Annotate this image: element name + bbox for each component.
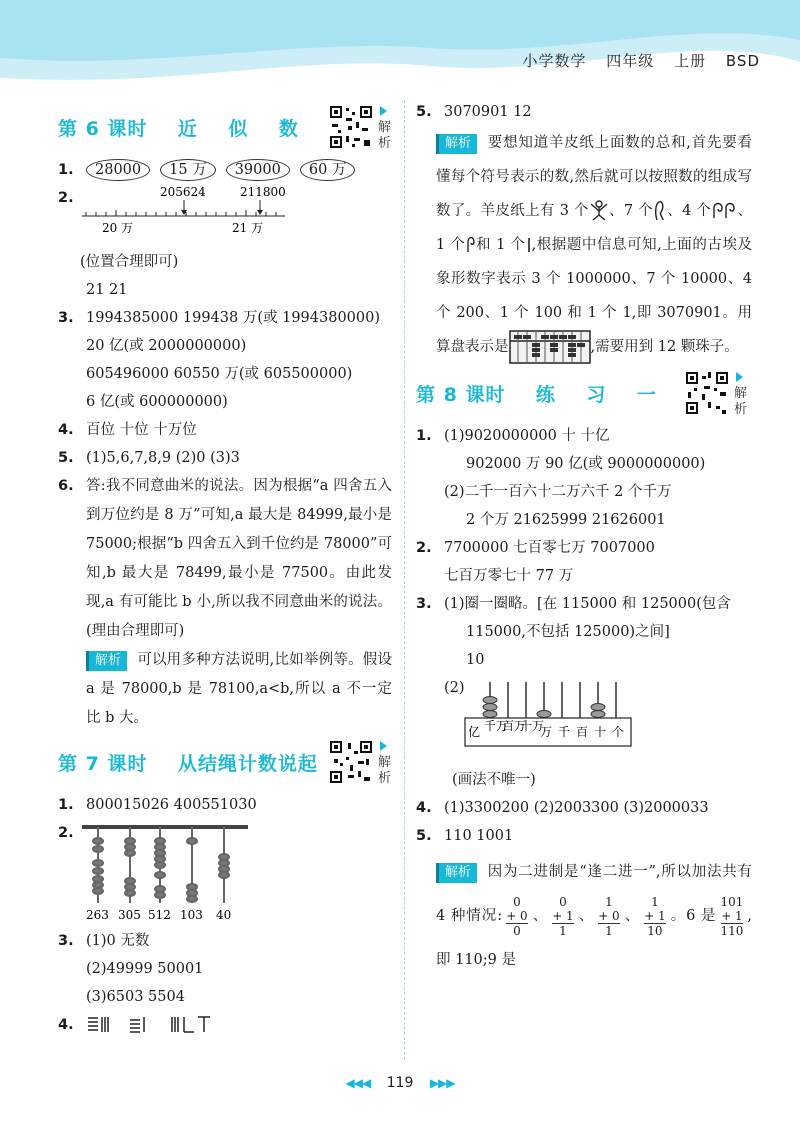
explanation-text: ,根据题中信息可知,上面的古埃及象形数字表示 3 个 1000000、7 个 10000、4 个 200、1 个 100 和 1 个 1,即 3070901。用算盘表示是 bbox=[436, 237, 752, 355]
q-number: 5. bbox=[416, 104, 432, 120]
place-label: 个 bbox=[612, 725, 625, 739]
oval-answer: 15 万 bbox=[160, 159, 216, 181]
header-wave bbox=[0, 0, 800, 92]
l7-explanation bbox=[416, 126, 752, 364]
place-label: 十万 bbox=[520, 719, 545, 733]
note: (画法不唯一) bbox=[452, 772, 536, 788]
answer-line: (2)二千一百六十二万六千 2 个千万 bbox=[444, 484, 672, 500]
hieroglyph-coil-icon bbox=[465, 234, 475, 256]
q-number: 5. bbox=[58, 450, 74, 466]
explanation-text: ,即 110;9 是 bbox=[436, 908, 753, 968]
tick-label: 20 万 bbox=[102, 221, 134, 235]
oval-answer: 39000 bbox=[226, 159, 290, 181]
place-label: 百 bbox=[576, 725, 589, 739]
lesson7-header bbox=[58, 739, 392, 786]
answer-line: 605496000 60550 万(或 605500000) bbox=[86, 366, 353, 382]
l8-q1 bbox=[416, 422, 752, 534]
answer-line: 10 bbox=[466, 652, 485, 668]
l8-q5 bbox=[416, 822, 752, 850]
note: (位置合理即可) bbox=[80, 254, 179, 270]
l6-q2-note bbox=[58, 248, 392, 304]
qr-code-icon[interactable] bbox=[684, 370, 730, 416]
l7-q3 bbox=[58, 927, 392, 1011]
play-icon bbox=[380, 741, 387, 751]
number-line bbox=[80, 184, 290, 244]
hieroglyph-finger-icon bbox=[653, 200, 667, 222]
explanation-text: 、4 个 bbox=[666, 203, 712, 219]
answer-line: (1)圈一圈略。[在 115000 和 125000(包含 bbox=[444, 596, 731, 612]
header-info bbox=[509, 50, 761, 71]
mark-label: 211800 bbox=[240, 185, 286, 199]
explanation-tag: 解析 bbox=[436, 134, 477, 154]
l8-explanation: 解析 因为二进制是“逢二进一”,所以加法共有 4 种情况:0 + 0 0 、0 + 1 1 、1 + 0 1 、1 + 1 10 。6 是101 + 1 110 ,即 110;9 是 bbox=[436, 864, 753, 968]
binary-sum: 1 + 0 1 bbox=[598, 894, 620, 938]
rope-label: 103 bbox=[180, 908, 203, 922]
page-footer bbox=[0, 1075, 800, 1091]
l6-q4 bbox=[58, 416, 392, 444]
q-number: 4. bbox=[58, 1017, 74, 1033]
place-label: 万 bbox=[540, 725, 553, 739]
binary-sum: 1 + 1 10 bbox=[644, 894, 666, 938]
answer-line: 七百万零七十 77 万 bbox=[444, 568, 574, 584]
explanation-text: 和 1 个 bbox=[475, 237, 526, 253]
l8-q3-note bbox=[416, 766, 752, 794]
answer-line: 110 1001 bbox=[444, 828, 514, 844]
answer-line: 3070901 12 bbox=[444, 104, 532, 120]
answer-line: 902000 万 90 亿(或 9000000000) bbox=[466, 456, 706, 472]
answer-line: (3)6503 5504 bbox=[86, 989, 185, 1005]
header-edition: BSD bbox=[725, 52, 760, 70]
counter-diagram bbox=[464, 678, 634, 758]
l8-q4 bbox=[416, 794, 752, 822]
answer-line: (1)9020000000 十 十亿 bbox=[444, 428, 610, 444]
q-number: 6. bbox=[58, 478, 74, 494]
l8-q3 bbox=[416, 590, 752, 674]
left-arrows-icon: ◀◀◀ bbox=[345, 1076, 371, 1090]
l8-q2 bbox=[416, 534, 752, 590]
l6-q1 bbox=[58, 156, 392, 184]
qr-code-icon[interactable] bbox=[328, 104, 374, 150]
hieroglyph-rope-coil-icon bbox=[711, 200, 737, 222]
tick-label: 21 万 bbox=[232, 221, 264, 235]
explanation-text: 可以用多种方法说明,比如举例等。假设 a 是 78000,b 是 78100,a<b,所以 a 不一定比 b 大。 bbox=[86, 652, 392, 726]
q-number: 3. bbox=[58, 933, 74, 949]
rope-label: 305 bbox=[118, 908, 141, 922]
lesson6-header bbox=[58, 104, 392, 151]
qr-label: 解析 bbox=[378, 120, 392, 151]
answer-line: 800015026 400551030 bbox=[86, 797, 257, 813]
header-subject: 小学数学 bbox=[522, 52, 587, 70]
l7-q4 bbox=[58, 1011, 392, 1039]
answer-line: 百位 十位 十万位 bbox=[86, 422, 197, 438]
header-band bbox=[0, 0, 800, 92]
answer-line: 6 亿(或 600000000) bbox=[86, 394, 228, 410]
answer-line: 115000,不包括 125000)之间] bbox=[466, 624, 670, 640]
explanation-tag: 解析 bbox=[436, 863, 477, 883]
rope-label: 512 bbox=[148, 908, 171, 922]
l7-q5 bbox=[416, 98, 752, 126]
q-number: 1. bbox=[416, 428, 432, 444]
l7-q1 bbox=[58, 791, 392, 819]
hieroglyph-million-icon bbox=[589, 200, 609, 222]
counting-rods-icon bbox=[86, 1014, 246, 1036]
q-number: 1. bbox=[58, 797, 74, 813]
q-number: 2. bbox=[58, 190, 74, 206]
place-label: 亿 bbox=[468, 725, 481, 739]
answer-line: (1)3300200 (2)2003300 (3)2000033 bbox=[444, 800, 709, 816]
explanation-tag: 解析 bbox=[86, 651, 127, 671]
q-number: 4. bbox=[58, 422, 74, 438]
play-icon bbox=[380, 106, 387, 116]
q-number: 2. bbox=[416, 540, 432, 556]
l6-explanation bbox=[58, 646, 392, 733]
l8-q3-abacus bbox=[416, 674, 752, 766]
q-number: 2. bbox=[58, 825, 74, 841]
rope-label: 263 bbox=[86, 908, 109, 922]
q-number: 3. bbox=[416, 596, 432, 612]
explanation-text: 、1 个 bbox=[436, 203, 752, 253]
answer-line: (1)5,6,7,8,9 (2)0 (3)3 bbox=[86, 450, 240, 466]
explanation-text: 。6 是 bbox=[669, 908, 717, 924]
knotted-rope-diagram bbox=[80, 819, 250, 923]
header-volume: 上册 bbox=[674, 52, 707, 70]
l6-q2 bbox=[58, 184, 392, 248]
answer-line: 7700000 七百零七万 7007000 bbox=[444, 540, 655, 556]
header-grade: 四年级 bbox=[606, 52, 655, 70]
place-label: 十 bbox=[594, 725, 607, 739]
binary-sum: 0 + 0 0 bbox=[506, 894, 528, 938]
place-label: 千万 bbox=[484, 719, 509, 733]
lesson8-header bbox=[416, 370, 752, 417]
oval-answer: 60 万 bbox=[300, 159, 356, 181]
answer-paragraph: 答:我不同意曲米的说法。因为根据“a 四舍五入到万位约是 8 万”可知,a 最大是 84999,最小是 75000;根据“b 四舍五入到千位约是 78000”可知,b 最大是 78499,最小是 77500。由此发现,a 有可能比 b 小,所以我不同意曲米的说法。(理由合理即可) bbox=[86, 478, 392, 639]
lesson7-title: 第 7 课时 从结绳计数说起 bbox=[58, 753, 318, 775]
right-arrows-icon: ▶▶▶ bbox=[429, 1076, 455, 1090]
l7-q2 bbox=[58, 819, 392, 927]
explanation-text: ,需要用到 12 颗珠子。 bbox=[590, 339, 739, 355]
answer-line: (1)0 无数 bbox=[86, 933, 150, 949]
mark-label: 205624 bbox=[160, 185, 206, 199]
qr-code-icon[interactable] bbox=[328, 739, 374, 785]
abacus-icon bbox=[509, 330, 591, 364]
answer-line: (2)49999 50001 bbox=[86, 961, 204, 977]
answer-line: 20 亿(或 2000000000) bbox=[86, 338, 247, 354]
binary-sum: 0 + 1 1 bbox=[552, 894, 574, 938]
rope-label: 40 bbox=[216, 908, 232, 922]
q-number: 5. bbox=[416, 828, 432, 844]
explanation-text: 、7 个 bbox=[608, 203, 653, 219]
lesson6-title: 第 6 课时 近 似 数 bbox=[58, 118, 299, 140]
qr-label: 解析 bbox=[378, 755, 392, 786]
l6-q6 bbox=[58, 472, 392, 646]
sub-label: (2) bbox=[444, 680, 465, 696]
page-number: 119 bbox=[386, 1075, 414, 1091]
explanation-text: 因为二进制是“逢二进一”,所以加法共有 4 种情况: bbox=[436, 864, 752, 924]
lesson8-title: 第 8 课时 练 习 一 bbox=[416, 384, 657, 406]
place-label: 百万 bbox=[502, 719, 527, 733]
play-icon bbox=[736, 372, 743, 382]
right-column bbox=[416, 98, 752, 982]
l6-q5 bbox=[58, 444, 392, 472]
explanation-text: 要想知道羊皮纸上面数的总和,首先要看懂每个符号表示的数,然后就可以按照数的组成写数了。羊皮纸上有 3 个 bbox=[436, 135, 752, 219]
q-number: 4. bbox=[416, 800, 432, 816]
q-number: 3. bbox=[58, 310, 74, 326]
answer: 21 21 bbox=[86, 282, 128, 298]
column-divider bbox=[404, 100, 405, 1060]
binary-sum: 101 + 1 110 bbox=[720, 894, 744, 938]
place-label: 千 bbox=[558, 725, 571, 739]
left-column bbox=[58, 98, 392, 1039]
oval-answer: 28000 bbox=[86, 159, 150, 181]
answer-line: 2 个万 21625999 21626001 bbox=[466, 512, 666, 528]
q-number: 1. bbox=[58, 162, 74, 178]
l6-q3 bbox=[58, 304, 392, 416]
answer-line: 1994385000 199438 万(或 1994380000) bbox=[86, 310, 381, 326]
qr-label: 解析 bbox=[734, 386, 748, 417]
